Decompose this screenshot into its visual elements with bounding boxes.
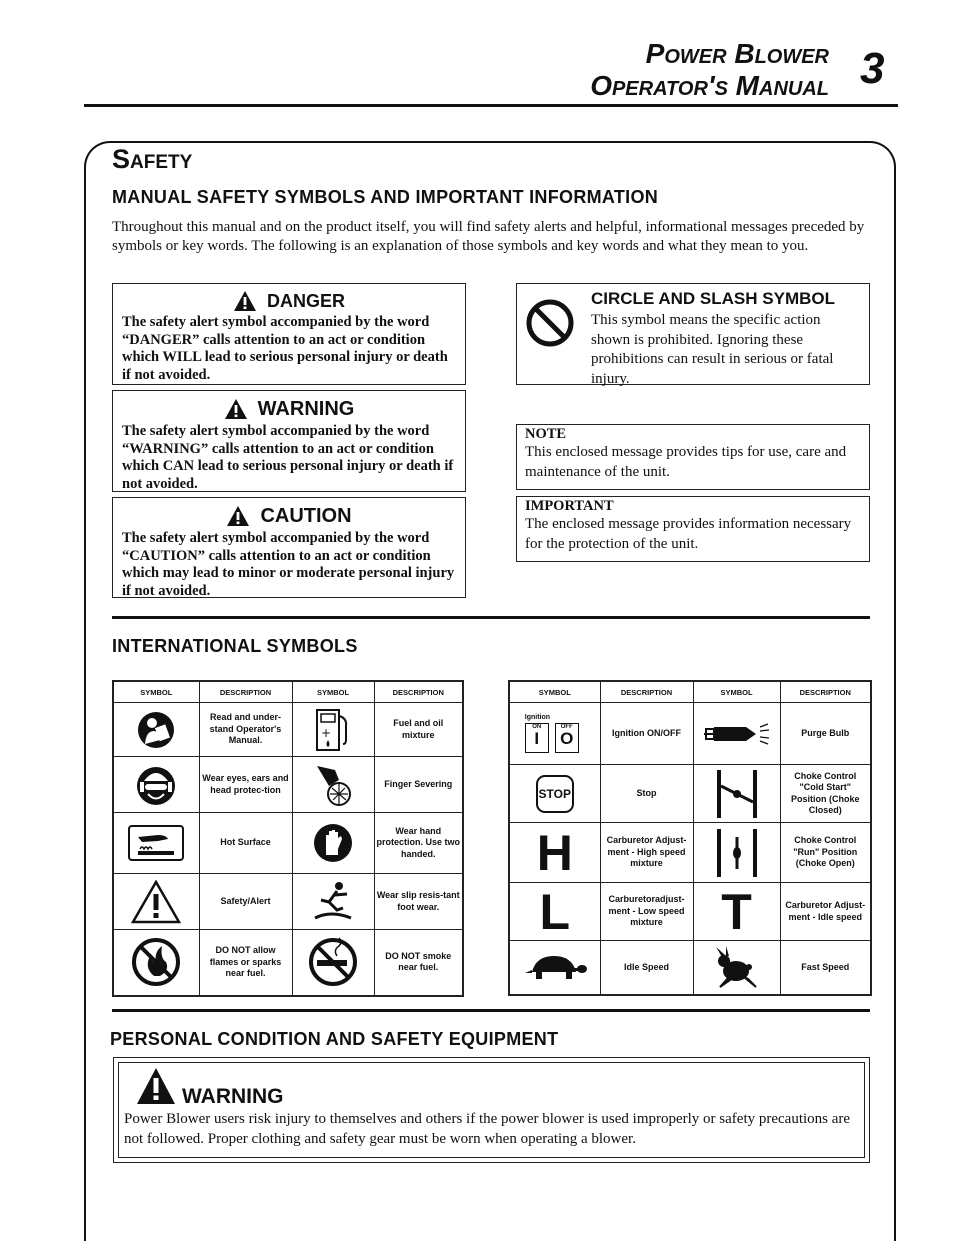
table-row (509, 823, 871, 883)
table-row (113, 813, 463, 874)
no-flames-icon (130, 936, 182, 988)
description-header: DESCRIPTION (199, 681, 292, 703)
personal-warning-title: WARNING (182, 1085, 284, 1108)
symbol-description: Carburetor Adjust-ment - High speed mixture (600, 823, 693, 883)
symbol-header: SYMBOL (292, 681, 374, 703)
symbol-header: SYMBOL (693, 681, 780, 703)
read-manual-icon (136, 710, 176, 750)
circle-slash-title: CIRCLE AND SLASH SYMBOL (591, 289, 835, 308)
personal-warning-body: Power Blower users risk injury to themselves and others if the power blower is used improperly or safety precautions are not followed. Proper clothing and safety gear must be worn when operating a blower. (124, 1111, 851, 1147)
note-label: NOTE (525, 426, 567, 442)
slip-resistant-footwear-icon (311, 880, 355, 924)
table-row (509, 703, 871, 765)
header-title-line1: Power Blower (645, 38, 829, 69)
alert-triangle-icon (136, 1067, 176, 1105)
table-row (509, 765, 871, 823)
symbol-description: Ignition ON/OFF (600, 703, 693, 765)
table-row (509, 883, 871, 941)
finger-severing-icon (313, 762, 353, 808)
alert-triangle-icon (226, 505, 250, 527)
symbols-table-right (508, 680, 872, 996)
warning-title: WARNING (257, 397, 355, 420)
caution-title: CAUTION (260, 504, 352, 527)
caution-box (112, 497, 466, 598)
symbol-description: Fuel and oil mixture (374, 703, 463, 757)
idle-speed-adjust-icon (696, 883, 778, 940)
no-smoking-icon (307, 936, 359, 988)
symbol-description: Purge Bulb (780, 703, 871, 765)
symbol-description: Choke Control "Cold Start" Position (Choke Closed) (780, 765, 871, 823)
safety-alert-icon (131, 880, 181, 924)
description-header: DESCRIPTION (780, 681, 871, 703)
table-row (113, 703, 463, 757)
symbol-description: Safety/Alert (199, 874, 292, 930)
symbol-description: Choke Control "Run" Position (Choke Open) (780, 823, 871, 883)
symbol-header: SYMBOL (509, 681, 600, 703)
section-title: Safety (112, 144, 193, 174)
symbol-description: Wear hand protection. Use two handed. (374, 813, 463, 874)
rabbit-icon (714, 945, 760, 989)
description-header: DESCRIPTION (374, 681, 463, 703)
important-box (516, 496, 870, 562)
eye-ear-head-protection-icon (136, 763, 176, 807)
symbol-description: Idle Speed (600, 941, 693, 995)
separator (112, 1009, 870, 1012)
symbol-description: DO NOT smoke near fuel. (374, 930, 463, 996)
symbol-description: Carburetor Adjust-ment - Idle speed (780, 883, 871, 941)
turtle-icon (522, 952, 588, 982)
choke-open-icon (712, 827, 762, 879)
caution-body: The safety alert symbol accompanied by the word “CAUTION” calls attention to an act or condition which may lead to minor or moderate personal injury if not avoided. (122, 530, 455, 599)
danger-body: The safety alert symbol accompanied by the word “DANGER” calls attention to an act or condition which WILL lead to serious personal injury or death if not avoided. (122, 314, 448, 383)
svg-text:+: + (321, 725, 332, 740)
symbols-table-left (112, 680, 464, 997)
symbol-header: SYMBOL (113, 681, 199, 703)
letter-t: T (721, 883, 752, 940)
ignition-on-off-icon: Ignition ON I OFF O (525, 714, 585, 753)
important-label: IMPORTANT (525, 498, 614, 514)
note-box (516, 424, 870, 490)
symbol-description: DO NOT allow flames or sparks near fuel. (199, 930, 292, 996)
letter-l: L (539, 883, 571, 940)
symbol-description: Wear eyes, ears and head protec-tion (199, 757, 292, 813)
on-label: ON (532, 724, 542, 730)
hot-surface-icon (128, 825, 184, 861)
off-label: OFF (560, 724, 573, 730)
symbol-description: Hot Surface (199, 813, 292, 874)
note-body: This enclosed message provides tips for use, care and maintenance of the unit. (525, 444, 847, 480)
personal-condition-heading: PERSONAL CONDITION AND SAFETY EQUIPMENT (110, 1029, 559, 1049)
table-row (509, 941, 871, 995)
symbol-description: Finger Severing (374, 757, 463, 813)
intro-paragraph: Throughout this manual and on the product itself, you will find safety alerts and helpful, informational messages preceded by symbols or key words. The following is an explanation of those symbols and key words and what they mean to you. (112, 219, 865, 254)
choke-closed-icon (712, 768, 762, 820)
important-body: The enclosed message provides information necessary for the protection of the unit. (525, 516, 852, 552)
fuel-oil-mixture-icon (313, 706, 353, 754)
danger-title: DANGER (266, 290, 345, 311)
symbol-description: Carburetoradjust-ment - Low speed mixture (600, 883, 693, 941)
table-row (113, 930, 463, 996)
danger-box (112, 283, 466, 385)
table-row (113, 757, 463, 813)
description-header: DESCRIPTION (600, 681, 693, 703)
high-speed-icon (512, 824, 598, 881)
manual-safety-heading: MANUAL SAFETY SYMBOLS AND IMPORTANT INFORMATION (112, 187, 659, 207)
letter-h: H (536, 824, 573, 881)
table-row (113, 874, 463, 930)
symbol-description: Read and under-stand Operator's Manual. (199, 703, 292, 757)
warning-box (112, 390, 466, 492)
circle-slash-box (516, 283, 870, 385)
hand-protection-icon (313, 821, 353, 865)
circle-slash-icon (525, 298, 575, 348)
purge-bulb-icon (702, 721, 772, 747)
warning-body: The safety alert symbol accompanied by the word “WARNING” calls attention to an act or condition which CAN lead to serious personal injury or death if not avoided. (122, 423, 454, 492)
separator (112, 616, 870, 619)
symbol-description: Fast Speed (780, 941, 871, 995)
alert-triangle-icon (233, 290, 257, 312)
international-symbols-heading: INTERNATIONAL SYMBOLS (112, 636, 358, 656)
symbol-description: Stop (600, 765, 693, 823)
alert-triangle-icon (224, 398, 248, 420)
stop-sign-text: STOP (538, 786, 571, 801)
symbol-description: Wear slip resis-tant foot wear. (374, 874, 463, 930)
personal-warning-box (113, 1057, 870, 1163)
low-speed-icon (512, 883, 598, 940)
header-rule (84, 104, 898, 107)
stop-icon (536, 775, 574, 813)
ignition-label: Ignition (524, 714, 551, 721)
page-number: 3 (860, 44, 885, 93)
header-title-line2: Operator's Manual (590, 70, 829, 101)
circle-slash-body: This symbol means the specific action shown is prohibited. Ignoring these prohibitions can result in serious or fatal injury. (591, 312, 834, 387)
